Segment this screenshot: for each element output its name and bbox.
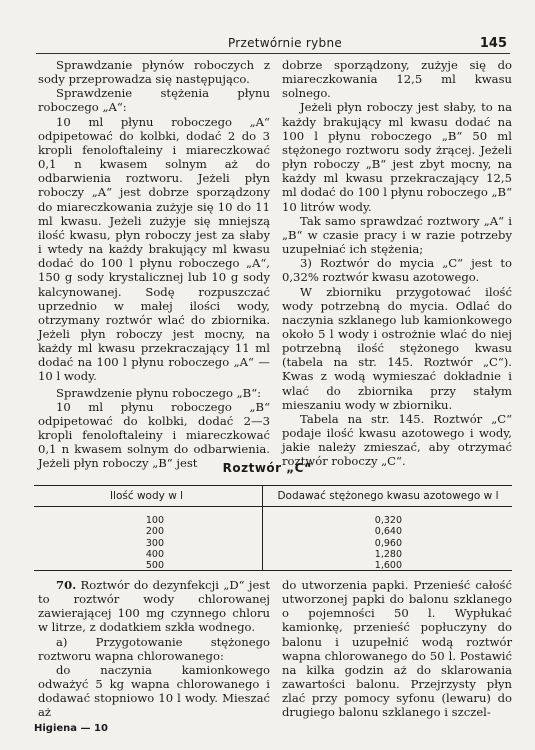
paragraph: dobrze sporządzony, zużyje się do miareczkowania 12,5 ml kwasu solnego. [282, 58, 512, 101]
table-cell: 0,320 [374, 515, 402, 526]
paragraph [38, 578, 270, 635]
running-header-title: Przetwórnie rybne [227, 36, 343, 50]
printer-signature: Higiena — 10 [34, 723, 108, 734]
table-header-water: Ilość wody w l [109, 490, 184, 502]
table-cell: 0,640 [374, 526, 402, 538]
table-title: Roztwór „C“ [222, 461, 313, 475]
paragraph: 3) Roztwór do mycia „C“ jest to 0,32% roztwór kwasu azotowego. [282, 256, 512, 285]
section-number: 70. [56, 578, 77, 592]
subheading: Sprawdzenie płynu roboczego „B“: [56, 385, 262, 400]
right-column [282, 58, 512, 469]
table-cell: 1,280 [374, 548, 402, 560]
table-cell: 1,600 [374, 560, 402, 572]
table-column-divider [262, 486, 263, 570]
paragraph: do utworzenia papki. Przenieść całość utworzonej papki do balonu szklanego o pojemności 50 l. Wypłukać kamionkę, przenieść popłuczyny do balonu i uzupełnić wodą roztwór wapna chlorowanego do 50 l. Postawić na kilka godzin aż do sklarowania zawartości balonu. Przejrzysty płyn zlać przy pomocy syfonu (lewaru) do drugiego balonu szklanego i szczel- [282, 578, 512, 720]
paragraph: 10 ml płynu roboczego „A“ odpipetować do kolbki, dodać 2 do 3 kropli fenoloftaleiny i miareczkować 0,1 n kwasem solnym aż do odbarwienia roztworu. Jeżeli płyn roboczy „A“ jest dobrze sporządzony do miareczkowania zużyje się 10 do 11 ml kwasu. Jeżeli zużyje się mniejszą ilość kwasu, płyn roboczy jest za słaby i wtedy na każdy brakujący ml kwasu dodać do 100 l płynu roboczego „A“, 150 g sody krystalicznej lub 10 g sody kalcynowanej. Sodę rozpuszczać uprzednio w małej ilości wody, otrzymany roztwór wlać do zbiornika. Jeżeli płyn roboczy jest mocny, na każdy ml kwasu przekraczający 11 ml dodać na 100 l płynu roboczego „A“ — 10 l wody. [38, 114, 270, 384]
left-column [38, 58, 270, 471]
solution-c-table [34, 485, 512, 571]
table-cell: 200 [145, 526, 164, 538]
paragraph: 10 ml płynu roboczego „B“ odpipetować do kolbki, dodać 2—3 kropli fenoloftaleiny i miareczkować 0,1 n kwasem solnym do odbarwienia. Jeżeli płyn roboczy „B“ jest [38, 399, 270, 471]
subheading: Sprawdzenie stężenia płynu roboczego „A“: [38, 86, 270, 115]
paragraph-text: Roztwór do dezynfekcji „D“ jest to roztwór wody chlorowanej zawierającej 100 mg czynnego chloru w litrze, z dodatkiem szkła wodnego. [38, 578, 270, 635]
paragraph: Tabela na str. 145. Roztwór „C“ podaje ilość kwasu azotowego i wody, jakie należy zmieszać, aby otrzymać roztwór roboczy „C“. [282, 411, 512, 469]
paragraph: Jeżeli płyn roboczy jest słaby, to na każdy brakujący ml kwasu dodać na 100 l płynu roboczego „B“ 50 ml stężonego roztworu sody żrącej. Jeżeli płyn roboczy „B“ jest zbyt mocny, na każdy ml kwasu przekraczający 12,5 ml dodać do 100 l płynu roboczego „B“ 10 litrów wody. [282, 100, 512, 214]
table-header-acid: Dodawać stężonego kwasu azotowego w l [277, 490, 499, 502]
paragraph: Tak samo sprawdzać roztwory „A“ i „B“ w czasie pracy i w razie potrzeby uzupełniać ich stężenia; [282, 213, 512, 257]
paragraph: a) Przygotowanie stężonego roztworu wapna chlorowanego: [38, 634, 270, 663]
table-header-rule [34, 506, 512, 507]
header-rule [36, 53, 510, 54]
bottom-left-column [38, 578, 270, 720]
table-cell: 100 [145, 515, 164, 526]
table-cell: 500 [145, 560, 164, 572]
paragraph: W zbiorniku przygotować ilość wody potrzebną do mycia. Odlać do naczynia szklanego lub kamionkowego około 5 l wody i ostrożnie wlać do niej potrzebną ilość stężonego kwasu (tabela na str. 145. Roztwór „C“). Kwas z wodą wymieszać dokładnie i wlać do zbiornika przy stałym mieszaniu wody w zbiorniku. [282, 284, 512, 412]
table-cell: 300 [145, 537, 164, 549]
bottom-right-column [282, 578, 512, 720]
table-cell: 400 [145, 548, 164, 560]
acid-column [354, 515, 402, 571]
water-column [124, 515, 164, 571]
paragraph: Sprawdzanie płynów roboczych z sody przeprowadza się następująco. [38, 58, 270, 87]
table-cell: 0,960 [374, 537, 402, 549]
page-number: 145 [479, 36, 507, 51]
paragraph: do naczynia kamionkowego odważyć 5 kg wapna chlorowanego i dodawać stopniowo 10 l wody. Mieszać aż [38, 662, 270, 720]
